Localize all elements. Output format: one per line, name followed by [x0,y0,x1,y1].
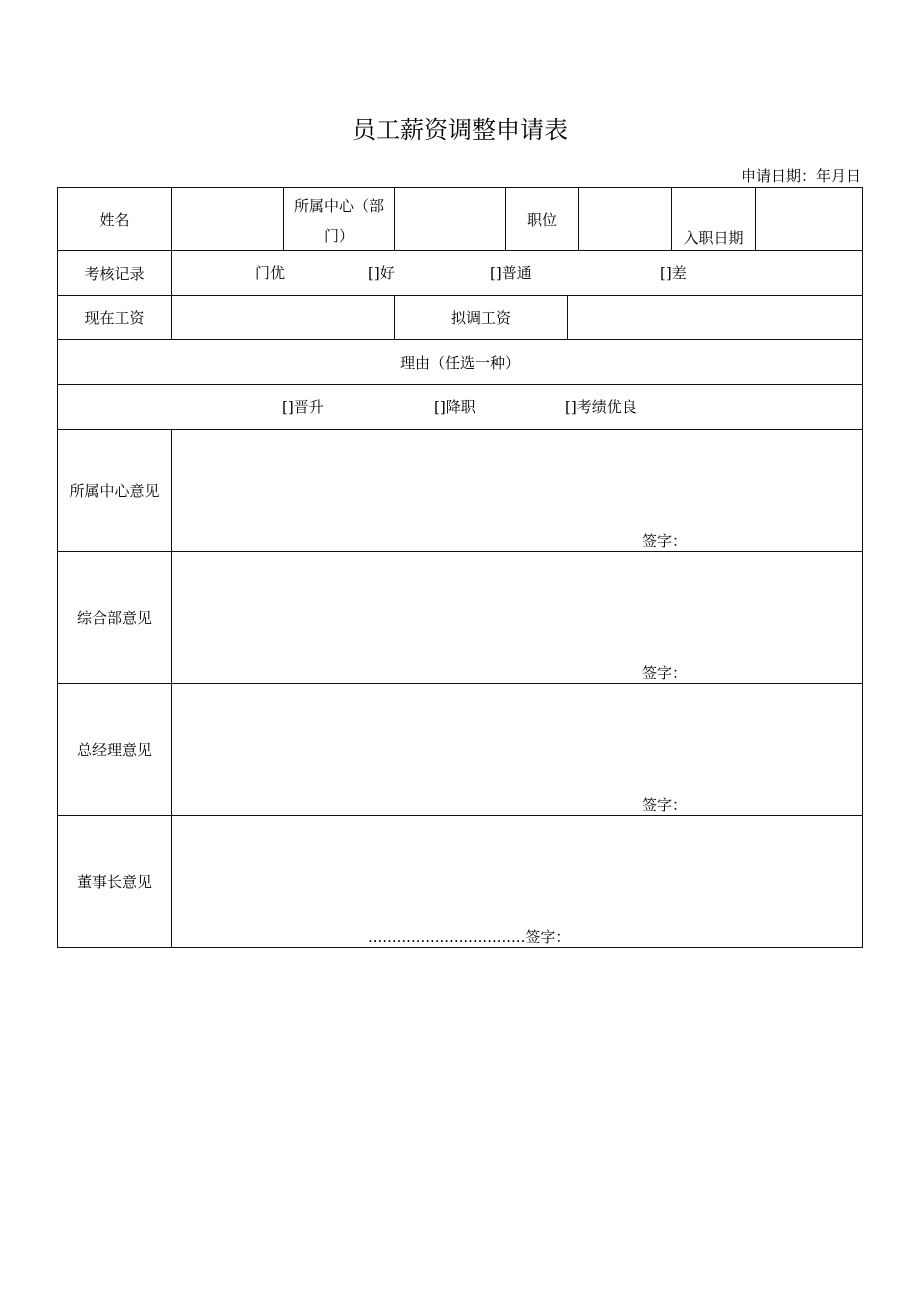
name-label: 姓名 [58,188,172,251]
chairman-opinion-cell [172,816,863,948]
review-option-good: []好 [368,264,395,282]
current-salary-label: 现在工资 [58,296,172,340]
reason-header: 理由（任选一种） [58,340,863,385]
performance-review-options [172,251,863,296]
form-title: 员工薪资调整申请表 [352,116,568,144]
position-value-cell [579,188,672,251]
reason-options [58,385,863,430]
department-label-cell [284,188,395,251]
salary-adjustment-table [57,187,863,948]
review-option-excellent: 门优 [255,264,286,282]
chairman-opinion-label: 董事长意见 [58,816,172,948]
performance-review-label: 考核记录 [58,251,172,296]
proposed-salary-label: 拟调工资 [395,296,568,340]
general-dept-opinion-label: 综合部意见 [58,552,172,684]
reason-option-demotion: []降职 [434,398,476,416]
hire-date-label: 入职日期 [683,229,744,247]
signature-label: 签字： [642,664,688,682]
signature-label: 签字： [642,796,688,814]
review-option-average: []普通 [490,264,532,282]
review-option-poor: []差 [660,264,687,282]
hire-date-label-cell [672,188,756,251]
department-value-cell [395,188,506,251]
reason-option-performance: []考绩优良 [565,398,637,416]
proposed-salary-value-cell [568,296,863,340]
reason-option-promotion: []晋升 [282,398,324,416]
signature-label: .................................签字： [368,928,571,946]
general-manager-opinion-cell [172,684,863,816]
hire-date-value-cell [756,188,863,251]
center-opinion-cell [172,430,863,552]
application-date-label: 申请日期：年月日 [740,167,861,185]
general-dept-opinion-cell [172,552,863,684]
current-salary-value-cell [172,296,395,340]
department-label: 所属中心（部门） [293,197,384,245]
name-value-cell [172,188,284,251]
center-opinion-label: 所属中心意见 [58,430,172,552]
general-manager-opinion-label: 总经理意见 [58,684,172,816]
position-label: 职位 [506,188,579,251]
signature-label: 签字： [642,532,688,550]
